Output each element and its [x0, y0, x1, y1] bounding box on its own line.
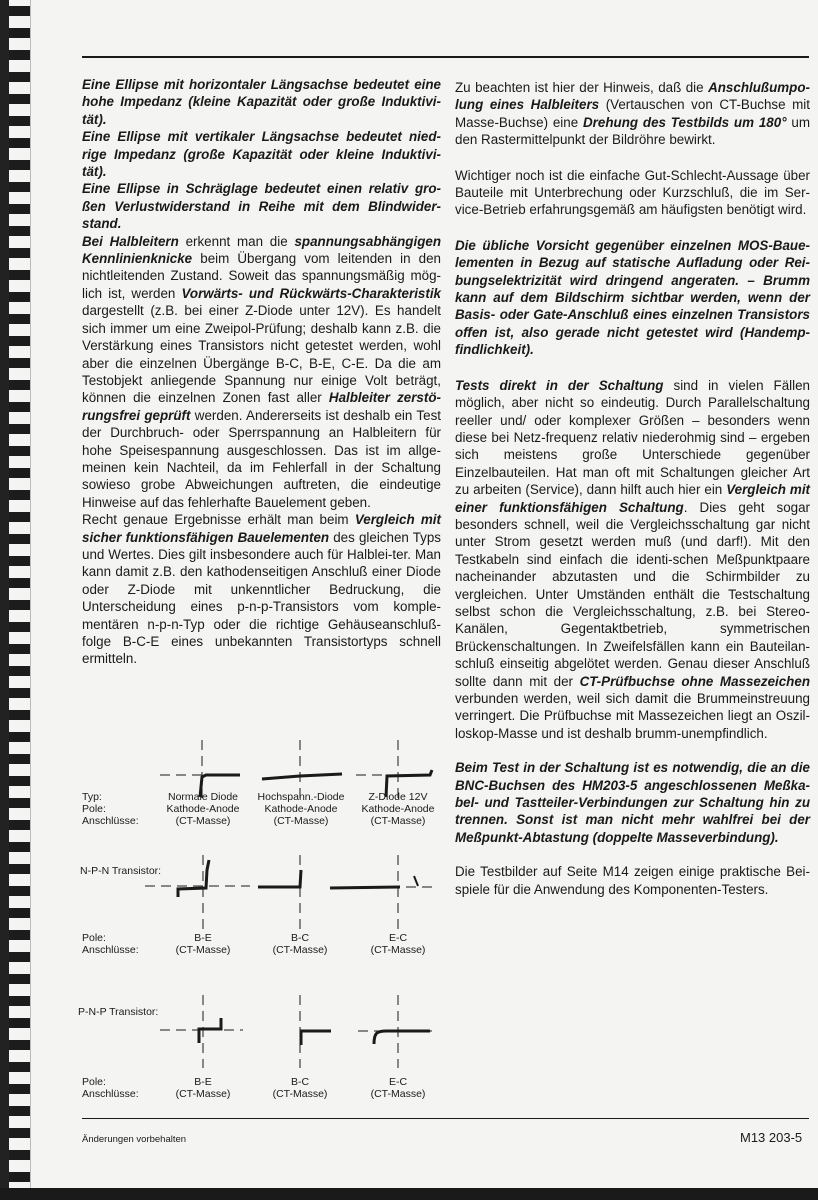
- trace-npn-ec: [330, 855, 436, 930]
- pnp-column-be: B-E (CT-Masse): [175, 1076, 231, 1100]
- emphasis-drehung: Drehung des Testbilds um 180°: [583, 114, 787, 130]
- diode-column-normal: Normale Diode Kathode-Anode (CT-Masse): [166, 791, 240, 827]
- paragraph-good-bad: Wichtiger noch ist die einfache Gut-Schlecht-Aussage über Bauteile mit Unterbrechung oder Kurzschluß, die im Ser-vice-Betrieb erfahrungsgemäß am häufigsten benötigt wird.: [455, 167, 810, 218]
- pnp-title: P-N-P Transistor:: [78, 1006, 159, 1018]
- pnp-column-ec: E-C (CT-Masse): [370, 1076, 426, 1100]
- paragraph-polarity: Zu beachten ist hier der Hinweis, daß die Anschlußumpo-lung eines Halbleiters (Vertauschen von CT-Buchse mit Masse-Buchse) eine Drehung des Testbilds um 180° um den Rastermittelpunkt der Bildröhre bewirkt.: [455, 80, 811, 148]
- diode-column-zener: Z-Diode 12V Kathode-Anode (CT-Masse): [361, 791, 435, 827]
- npn-column-be: B-E (CT-Masse): [175, 932, 231, 956]
- paragraph-ellipse-vertical: Eine Ellipse mit vertikaler Längsachse bedeutet nied-rige Impedanz (große Kapazität oder kleine Induktivi-tät).: [82, 129, 441, 180]
- paragraph-ellipse-horizontal: Eine Ellipse mit horizontaler Längsachse bedeutet eine hohe Impedanz (kleine Kapazität oder große Induktivi-tät).: [82, 77, 441, 127]
- diode-row-labels: Typ: Pole: Anschlüsse:: [82, 791, 139, 827]
- paragraph-bnc-warning: Beim Test in der Schaltung ist es notwendig, die an die BNC-Buchsen des HM203-5 angeschlossenen Meßka-bel- und Tastteiler-Verbindungen zur Schaltung hin zu trennen. Sonst ist man nicht mehr wahlfrei bei der Meßpunkt-Abtastung (doppelte Masseverbindung).: [455, 760, 810, 845]
- trace-pnp-bc: [300, 995, 331, 1068]
- emphasis-charakteristik: Vorwärts- und Rückwärts-Charakteristik: [181, 285, 441, 301]
- page-number: M13 203-5: [740, 1130, 803, 1145]
- scan-edge: [0, 1188, 818, 1200]
- npn-title: N-P-N Transistor:: [80, 865, 162, 877]
- trace-high-voltage-diode: [262, 740, 342, 798]
- trace-npn-bc: [258, 855, 301, 930]
- emphasis-vergleich-schaltung: Vergleich mit einer funktionsfähigen Schaltung: [455, 482, 810, 515]
- emphasis-vergleich: Vergleich mit sicher funktionsfähigen Bauelementen: [82, 512, 441, 545]
- diode-column-high-voltage: Hochspann.-Diode Kathode-Anode (CT-Masse): [257, 791, 345, 827]
- npn-row-labels: Pole: Anschlüsse:: [82, 932, 139, 956]
- paragraph-ellipse-oblique: Eine Ellipse in Schräglage bedeutet einen relativ gro-ßen Verlustwiderstand in Reihe mit dem Blindwider-stand.: [82, 181, 441, 232]
- trace-pnp-ec: [358, 995, 436, 1068]
- emphasis-zerstoerungsfrei: Halbleiter zerstö-rungsfrei geprüft: [82, 390, 441, 423]
- emphasis-anschlussumpolung: Anschlußumpo-lung eines Halbleiters: [455, 80, 810, 113]
- trace-pnp-be: [160, 995, 243, 1068]
- emphasis-kennlinienknicke: spannungsabhängigen Kennlinienknicke: [82, 233, 442, 267]
- paragraph-in-circuit-tests: Tests direkt in der Schaltung sind in vielen Fällen möglich, aber nicht so eindeutig. Durch Parallelschaltung reeller und/ oder komplexer Größen – besonders wenn diese bei Netz-frequenz relativ niederohmig sind – ergeben sich meistens große Unterschiede gegenüber Einzelbauteilen. Hat man oft mit Schaltungen gleicher Art zu arbeiten (Service), dann hilft auch hier ein Vergleich mit einer funktionsfähigen Schaltung. Dies geht sogar besonders schnell, weil die Vergleichsschaltung gar nicht unter Strom gesetzt werden muß (und darf!). Mit den Testkabeln sind einfach die identi-schen Meßpunktpaare nacheinander abzutasten und die Schirmbilder zu vergleichen. Unter Umständen enthält die Testschaltung selbst schon die Vergleichsschaltung, z.B. bei Stereo-Kanälen, Gegentaktbetrieb, symmetrischen Brückenschaltungen. In Zweifelsfällen kann ein Bauteilan-schluß einseitig abgelötet werden. Genau dieser Anschluß sollte dann mit der CT-Prüfbuchse ohne Massezeichen verbunden werden, weil sich damit die Brummeinstreuung verringert. Die Prüfbuchse mit Massezeichen liegt an Oszil-loskop-Masse und ist deshalb brumm-unempfindlich.: [455, 377, 810, 741]
- footer-note: Änderungen vorbehalten: [82, 1134, 187, 1145]
- trace-normal-diode: [160, 740, 240, 798]
- paragraph-comparison: Recht genaue Ergebnisse erhält man beim Vergleich mit sicher funktionsfähigen Bauelementen des gleichen Typs und Wertes. Dies gilt insbesondere auch für Halblei-ter. Man kann damit z.B. den kathodenseitigen Anschluß einer Diode oder Z-Diode mit unkenntlicher Bedruckung, die Unterscheidung eines p-n-p-Transistors vom komple-mentären n-p-n-Typ oder die richtige Gehäuseanschluß-folge B-C-E eines unbekannten Transistortyps schnell ermitteln.: [82, 512, 441, 667]
- emphasis-tests-direkt: Tests direkt in der Schaltung: [455, 377, 664, 393]
- pnp-row-labels: Pole: Anschlüsse:: [82, 1076, 139, 1100]
- npn-column-bc: B-C (CT-Masse): [272, 932, 328, 956]
- paragraph-semiconductors: Bei Halbleitern erkennt man die spannungsabhängigen Kennlinienknicke beim Übergang vom leitenden in den nichtleitenden Zustand. Soweit das spannungsmäßig mög-lich ist, werden Vorwärts- und Rückwärts-Charakteristik dargestellt (z.B. bei einer Z-Diode unter 12V). Es handelt sich immer um eine Zweipol-Prüfung; deshalb kann z.B. die Verstärkung eines Transistors nicht getestet werden, wohl aber die einzelnen Übergänge B-C, B-E, C-E. Da die am Testobjekt anliegende Spannung nur einige Volt beträgt, können die einzelnen Zonen fast aller Halbleiter zerstö-rungsfrei geprüft werden. Andererseits ist deshalb ein Test der Durchbruch- oder Sperrspannung an Halbleitern für hohe Speisespannung ausgeschlossen. Das ist im allge-meinen kein Nachteil, da im Fehlerfall in der Schaltung sowieso grobe Abweichungen auftreten, die eindeutige Hinweise auf das fehlerhafte Bauelement geben.: [82, 233, 442, 510]
- paragraph-mos-warning: Die übliche Vorsicht gegenüber einzelnen MOS-Baue-lementen in Bezug auf statische Aufladung oder Rei-bungselektrizität wird dringend angeraten. – Brumm kann auf dem Bildschirm sichtbar werden, wenn der Basis- oder Gate-Anschluß eines einzelnen Transistors offen ist, also gerade nicht getestet wird (Handemp-findlichkeit).: [455, 237, 810, 358]
- emphasis-halbleitern: Bei Halbleitern: [82, 233, 179, 249]
- paragraph-test-images: Die Testbilder auf Seite M14 zeigen einige praktische Bei-spiele für die Anwendung des Komponenten-Testers.: [455, 864, 810, 897]
- footer-rule: [82, 1118, 809, 1119]
- pnp-column-bc: B-C (CT-Masse): [272, 1076, 328, 1100]
- emphasis-ct-pruefbuchse: CT-Prüfbuchse ohne Massezeichen: [579, 673, 810, 689]
- npn-column-ec: E-C (CT-Masse): [370, 932, 426, 956]
- trace-zener-diode: [356, 740, 436, 798]
